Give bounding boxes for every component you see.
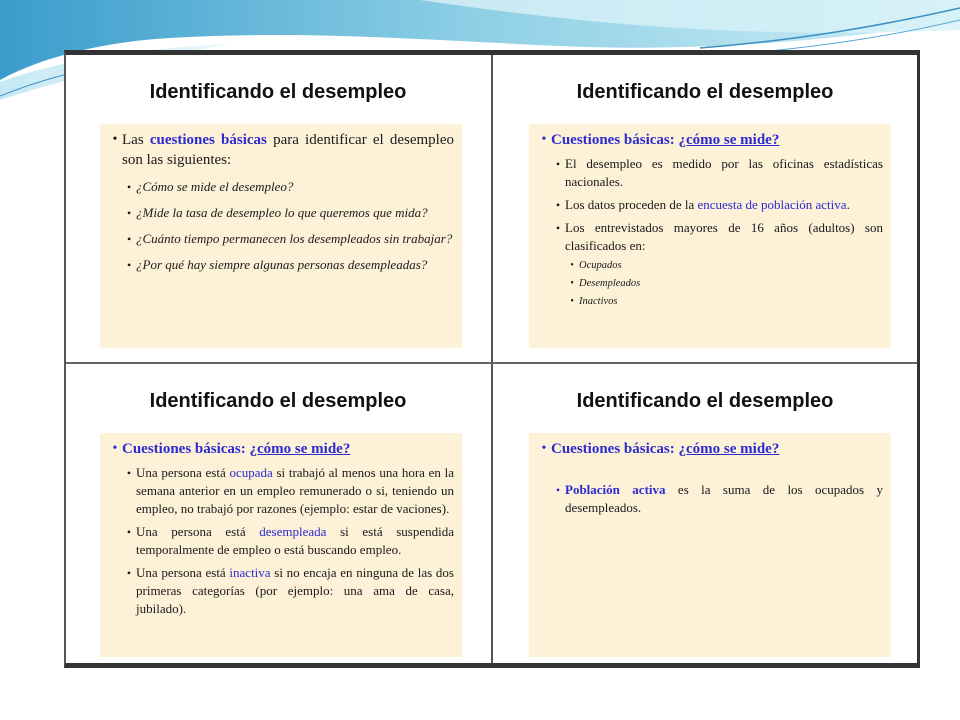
question-item: • ¿Cómo se mide el desempleo? <box>126 179 294 194</box>
panel-top-right <box>493 55 917 360</box>
bullet-item: • El desempleo es medido por las oficinas estadísticas nacionales. <box>555 156 883 189</box>
bullet-item: • Los entrevistados mayores de 16 años (adultos) son clasificados en: <box>555 220 883 253</box>
bullet-item: • Una persona está inactiva si no encaja en ninguna de las dos primeras categorías (por ejemplo: una ama de casa, jubilado). <box>126 565 454 616</box>
bullet-item: • Las cuestiones básicas para identificar el desempleo son las siguientes: <box>112 132 455 168</box>
panel-content-box <box>529 124 891 348</box>
panel-bottom-left <box>66 364 490 669</box>
question-item: • ¿Mide la tasa de desempleo lo que queremos que mida? <box>126 205 428 220</box>
highlight-cuestiones-basicas: cuestiones básicas <box>149 132 267 148</box>
link-como-se-mide[interactable]: ¿cómo se mide? <box>249 441 351 457</box>
highlight-poblacion-activa: Población activa <box>565 482 666 497</box>
highlight-desempleada: desempleada <box>259 524 327 539</box>
slide-grid <box>64 50 920 668</box>
subitem: • Inactivos <box>570 296 618 307</box>
definition-item: • Población activa es la suma de los ocupados y desempleados. <box>555 482 884 515</box>
link-como-se-mide[interactable]: ¿cómo se mide? <box>678 132 780 148</box>
panel-title: Identificando el desempleo <box>149 390 407 412</box>
section-heading: • Cuestiones básicas: ¿cómo se mide? <box>541 441 780 457</box>
intro-text-continued: para identificar el desempleo son las siguientes: <box>122 132 455 168</box>
highlight-encuesta: encuesta de población activa <box>697 197 847 212</box>
section-heading: • Cuestiones básicas: ¿cómo se mide? <box>541 132 780 148</box>
panel-content-box <box>529 433 891 657</box>
bullet-item: • Los datos proceden de la encuesta de población activa. <box>555 197 850 212</box>
highlight-inactiva: inactiva <box>229 565 271 580</box>
panel-bottom-right <box>493 364 917 669</box>
bullet-item: • Una persona está desempleada si está suspendida temporalmente de empleo o está buscando empleo. <box>126 524 455 557</box>
section-heading: • Cuestiones básicas: ¿cómo se mide? <box>112 441 351 457</box>
panel-top-left <box>66 55 490 360</box>
panel-title: Identificando el desempleo <box>149 81 407 103</box>
panel-title: Identificando el desempleo <box>576 390 834 412</box>
subitem: • Ocupados <box>570 260 622 271</box>
question-item: • ¿Cuánto tiempo permanecen los desempleados sin trabajar? <box>126 231 453 246</box>
intro-text: Las <box>122 132 144 148</box>
panel-content-box <box>100 124 462 348</box>
link-como-se-mide[interactable]: ¿cómo se mide? <box>678 441 780 457</box>
bullet-item: • Una persona está ocupada si trabajó al menos una hora en la semana anterior en un empleo remunerado o si, teniendo un empleo, no trabajó por razones (ejemplo: estar de vaciones). <box>126 465 455 516</box>
panel-title: Identificando el desempleo <box>576 81 834 103</box>
panel-content-box <box>100 433 462 657</box>
subitem: • Desempleados <box>570 278 641 289</box>
question-item: • ¿Por qué hay siempre algunas personas desempleadas? <box>126 257 428 272</box>
highlight-ocupada: ocupada <box>229 465 273 480</box>
